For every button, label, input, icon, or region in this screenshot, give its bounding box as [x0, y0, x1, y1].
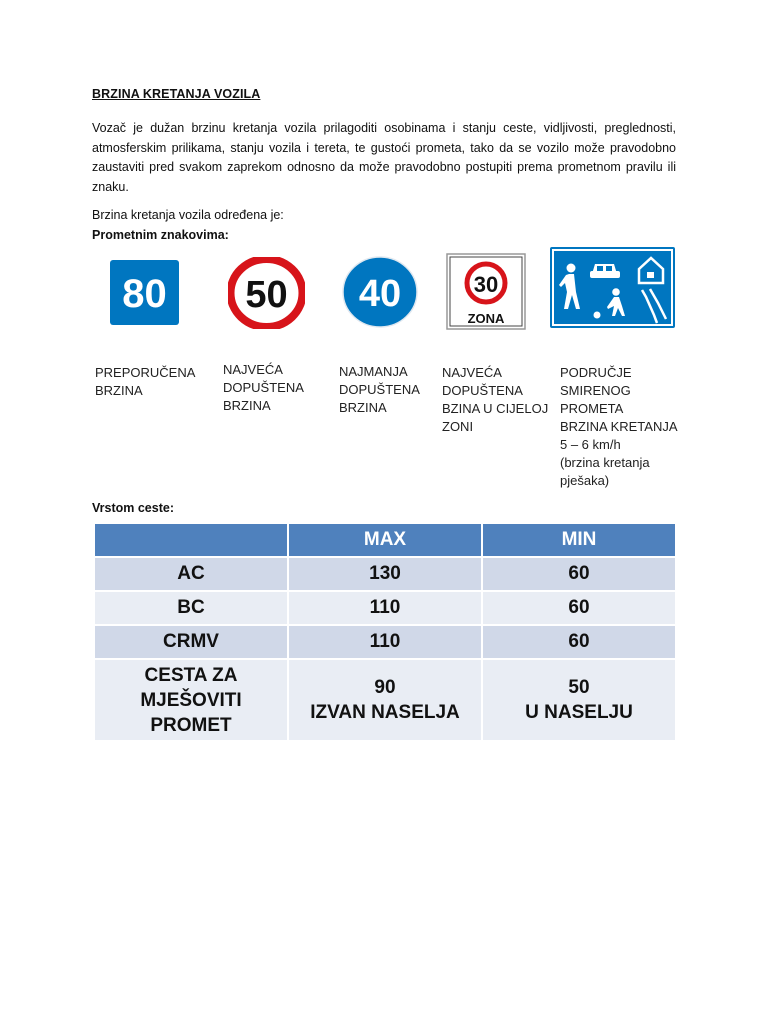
- max-speed-cell: 90 IZVAN NASELJA: [288, 659, 482, 741]
- table-header-cell: MIN: [482, 523, 676, 557]
- sign-caption-min: NAJMANJA DOPUŠTENA BRZINA: [339, 364, 420, 415]
- min-speed-cell: 50 U NASELJU: [482, 659, 676, 741]
- table-row: [94, 625, 676, 659]
- table-row: [94, 659, 676, 741]
- min-speed-cell: 60: [482, 625, 676, 659]
- sign-30-number: 30: [473, 272, 499, 297]
- sign-zona-label: ZONA: [467, 311, 505, 326]
- zone-speed-sign-icon: [446, 253, 526, 330]
- road-type-cell: CRMV: [94, 625, 288, 659]
- table-row: [94, 591, 676, 625]
- sign-caption-max: NAJVEĆA DOPUŠTENA BRZINA: [223, 362, 304, 413]
- sign-caption-recommended: PREPORUČENA BRZINA: [95, 365, 196, 398]
- table-row: [94, 557, 676, 591]
- min-speed-cell: 60: [482, 557, 676, 591]
- sign-caption-calm-zone: PODRUČJE SMIRENOG PROMETA BRZINA KRETANJA 5 – 6 km/h (brzina kretanja pješaka): [560, 365, 678, 488]
- road-type-cell: AC: [94, 557, 288, 591]
- max-speed-cell: 110: [288, 591, 482, 625]
- min-speed-cell: 60: [482, 591, 676, 625]
- road-type-cell: CESTA ZA MJEŠOVITI PROMET: [94, 659, 288, 741]
- speed-determined-line: Brzina kretanja vozila određena je:: [92, 208, 284, 222]
- document-heading: BRZINA KRETANJA VOZILA: [92, 87, 261, 101]
- calm-traffic-zone-sign-icon: [550, 247, 675, 328]
- table-header-cell: [94, 523, 288, 557]
- intro-paragraph: Vozač je dužan brzinu kretanja vozila prilagoditi osobinama i stanju ceste, vidljivosti, preglednosti, atmosferskim prilikama, stanju vozila i tereta, te gustoći prometa, tako da se vozilo može pravodobno zaustaviti pred svakom zaprekom odnosno da može pravodobno postupiti prema prometnom pravilu ili znaku.: [92, 121, 676, 194]
- sign-50-number: 50: [245, 274, 288, 316]
- max-speed-cell: 110: [288, 625, 482, 659]
- road-type-cell: BC: [94, 591, 288, 625]
- signs-subheading: Prometnim znakovima:: [92, 228, 229, 242]
- recommended-speed-sign-icon: [110, 260, 179, 325]
- sign-caption-zone: NAJVEĆA DOPUŠTENA BZINA U CIJELOJ ZONI: [442, 365, 549, 434]
- sign-40-number: 40: [358, 273, 402, 315]
- min-speed-sign-icon: [342, 256, 418, 328]
- road-type-subheading: Vrstom ceste:: [92, 501, 174, 515]
- table-header-cell: MAX: [288, 523, 482, 557]
- sign-80-number: 80: [122, 272, 167, 316]
- max-speed-sign-icon: [228, 257, 305, 329]
- max-speed-cell: 130: [288, 557, 482, 591]
- speed-limits-table: [93, 522, 677, 742]
- table-header-row: [94, 523, 676, 557]
